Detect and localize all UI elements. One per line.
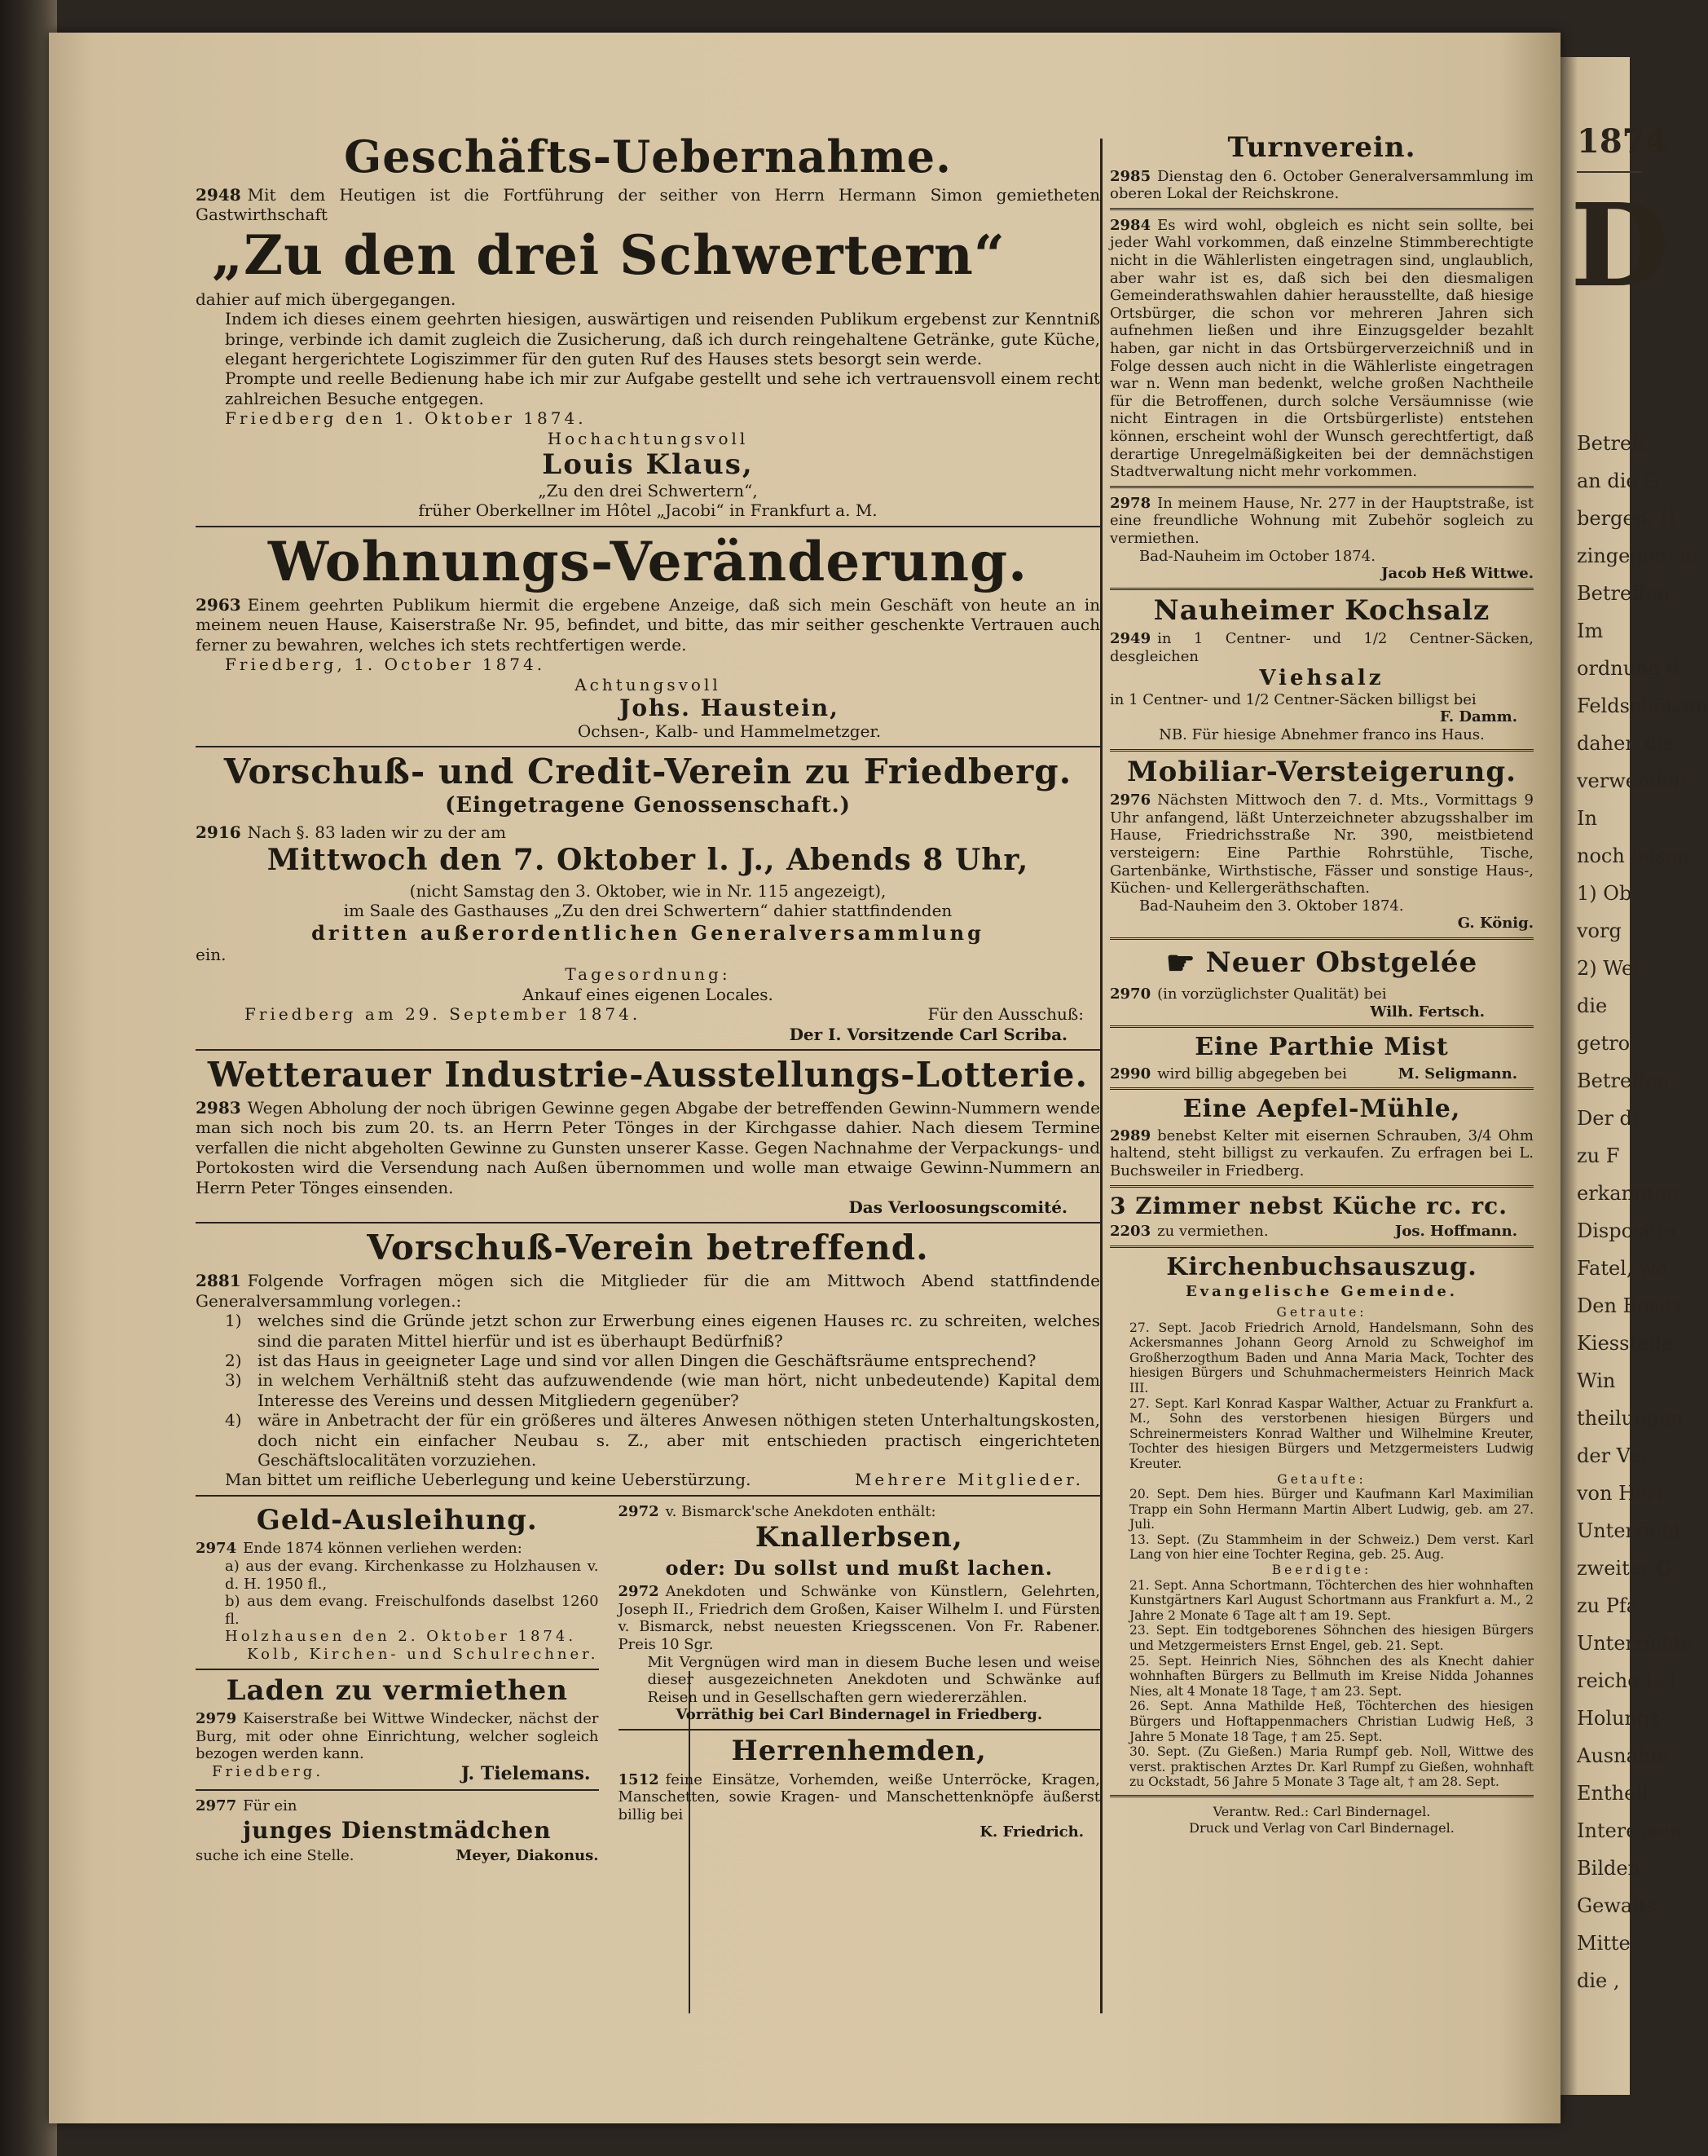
next-page-fragment: erkannten — [1577, 1182, 1679, 1205]
ad-dienstmaedchen: 2977 Für ein junges Dienstmädchen suche ich eine Stelle. Meyer, Diakonus. — [196, 1797, 599, 1865]
list-item: 20. Sept. Dem hies. Bürger und Kaufmann Karl Maximilian Trapp ein Sohn Hermann Martin Albert Ludwig, geb. am 27. Juli. — [1129, 1487, 1534, 1532]
next-page-fragment: Ausnahm — [1577, 1744, 1670, 1767]
column-rule — [1100, 139, 1103, 2013]
ad-knallerbsen: 2972 v. Bismarck'sche Anekdoten enthält: Knallerbsen, oder: Du sollst und mußt lachen. 2972 Anekdoten und Schwänke von Künstlern, Gelehrten, Joseph II., Friedrich dem Großen, Kaiser Wilhelm I. und Fürsten v. Bismarck, nebst neuesten Kriegsscenen. Von Fr. Rabener. Preis 10 Sgr. Mit Vergnügen wird man in diesem Buche lesen und weise dieser ausgezeichneten Anekdoten und Schwänke auf Reisen und in Gesellschaften gern wiedererzählen. Vorräthig bei Carl Bindernagel in Friedberg. — [618, 1502, 1100, 1724]
signer: Meyer, Diakonus. — [456, 1847, 599, 1865]
left-column — [196, 130, 1100, 1865]
ad-wohnungs-veraenderung: Wohnungs-Veränderung. 2963 Einem geehrten Publikum hiermit die ergebene Anzeige, daß sich mein Geschäft von heute an in meinem neuen Hause, Kaiserstraße Nr. 95, befindet, und bitte, das mir seither geschenkte Vertrauen auch ferner zu bewahren, welches ich stets rechtfertigen werde. Friedberg, 1. October 1874. Achtungsvoll Johs. Haustein, Ochsen-, Kalb- und Hammelmetzger. — [196, 529, 1100, 741]
next-page-fragment: 2) Wel — [1577, 957, 1640, 980]
group-title: Getaufte: — [1277, 1471, 1367, 1487]
signer: Jos. Hoffmann. — [1394, 1222, 1517, 1240]
next-page-fragment: zu Pfa — [1577, 1594, 1639, 1617]
ad-laden-zu-vermiethen: Laden zu vermiethen 2979 Kaiserstraße bei Wittwe Windecker, nächst der Burg, mit oder ohne Einrichtung, welcher sogleich bezogen werden kann. Friedberg. J. Tielemans. — [196, 1673, 599, 1785]
list-item: 27. Sept. Jacob Friedrich Arnold, Handelsmann, Sohn des Ackersmannes Johann Georg Arnold zu Schweighof im Großherzogthum Baden und Anna Maria Mack, Tochter des hiesigen Bürgers und Schuhmachermeisters Heinrich Mack III. — [1129, 1320, 1534, 1395]
next-page-fragment: zingegen, m — [1577, 545, 1698, 567]
next-page-fragment: getro — [1577, 1032, 1631, 1055]
next-page-fragment: zweiter G — [1577, 1557, 1673, 1580]
signer: F. Damm. — [1439, 708, 1517, 726]
ad-heading: Knallerbsen, — [755, 1521, 963, 1554]
signer: Mehrere Mitglieder. — [854, 1470, 1084, 1490]
next-page-fragment: vorg — [1577, 919, 1622, 942]
next-page-fragment: Unterricht — [1577, 1519, 1682, 1542]
ad-heading: Neuer Obstgelée — [1205, 946, 1478, 980]
ad-heading: Vorschuß-Verein betreffend. — [367, 1228, 929, 1268]
signer: Der I. Vorsitzende Carl Scriba. — [789, 1024, 1068, 1044]
ad-heading: Nauheimer Kochsalz — [1153, 593, 1490, 627]
ad-obstgelee: ☛ Neuer Obstgelée 2970 (in vorzüglichster Qualität) bei Wilh. Fertsch. — [1110, 946, 1534, 1021]
next-page-fragment: In — [1577, 807, 1597, 830]
next-page-fragment: Feldschützen — [1577, 694, 1708, 717]
next-page-fragment: ordnung d — [1577, 657, 1680, 680]
next-page-fragment: reiche Lei — [1577, 1669, 1676, 1692]
next-page-fragment: der Ver — [1577, 1444, 1650, 1467]
next-page-fragment: Interessen — [1577, 1819, 1682, 1842]
signer: K. Friedrich. — [979, 1823, 1084, 1841]
notice-gemeinderathswahlen: 2984 Es wird wohl, obgleich es nicht sein sollte, bei jeder Wahl vorkommen, daß einzelne Stimmberechtigte nicht in die Wählerlisten eingetragen sind, unglaublich, aber wahr ist es, daß sich bei den diesmaligen Gemeinderathswahlen dahier herausstellte, daß hiesige Ortsbürger, die schon vor mehreren Jahren sich aufnehmen ließen und ihre Einzugsgelder bezahlt haben, gar nicht in das Ortsbürgerverzeichniß und in Folge dessen auch nicht in die Wählerliste eingetragen war n. Wenn man bedenkt, welche großen Nachtheile für die Betroffenen, durch solche Versäumnisse (wie nicht Eintragen in die Ortsbürgerliste) entstehen können, erscheint wohl der Wunsch gerechtfertigt, daß derartige Unregelmäßigkeiten bei der demnächstigen Stadtverwaltung nicht mehr vorkommen. — [1110, 216, 1534, 481]
ad-heading: Eine Parthie Mist — [1195, 1033, 1449, 1062]
signer: J. Tielemans. — [460, 1763, 591, 1785]
kirchenbuchsauszug: Kirchenbuchsauszug. Evangelische Gemeinde. Getraute: 27. Sept. Jacob Friedrich Arnold, Handelsmann, Sohn des Ackersmannes Johann Georg Arnold zu Schweighof im Großherzogthum Baden und Anna Maria Mack, Tochter des hiesigen Bürgers und Schuhmachermeisters Heinrich Mack III. 27. Sept. Karl Konrad Kaspar Walther, Actuar zu Frankfurt a. M., Sohn des verstorbenen hiesigen Bürgers und Schreinermeisters Konrad Walther und Wilhelmine Kreuter, Tochter des hiesigen Bürgers und Metzgermeisters Ludwig Kreuter. Getaufte: 20. Sept. Dem hies. Bürger und Kaufmann Karl Maximilian Trapp ein Sohn Hermann Martin Albert Ludwig, geb. am 27. Juli. 13. Sept. (Zu Stammheim in der Schweiz.) Dem verst. Karl Lang von hier eine Tochter Regina, geb. 25. Aug. Beerdigte: 21. Sept. Anna Schortmann, Töchterchen des hier wohnhaften Kunstgärtners Karl August Schortmann aus Frankfurt a. M., 2 Jahre 2 Monate 6 Tage alt † am 19. Sept. 23. Sept. Ein todtgeborenes Söhnchen des hiesigen Bürgers und Metzgermeisters Ernst Engel, geb. 21. Sept. 25. Sept. Heinrich Nies, Söhnchen des als Knecht dahier wohnhaften Bürgers zu Bellmuth im Kreise Nidda Johannes Nies, alt 4 Monate 18 Tage, † am 23. Sept. 26. Sept. Anna Mathilde Heß, Töchterchen des hiesigen Bürgers und Hoftappenmachers Christian Ludwig Heß, 3 Jahre 5 Monate 18 Tage, † am 25. Sept. 30. Sept. (Zu Gießen.) Maria Rumpf geb. Noll, Wittwe des verst. praktischen Arztes Dr. Karl Rumpf zu Gießen, wohnhaft zu Ockstadt, 56 Jahre 5 Monate 3 Tage alt, † am 28. Sept. — [1110, 1254, 1534, 1790]
next-page-fragment: von Herr — [1577, 1482, 1666, 1505]
next-page-fragment: Holungs- — [1577, 1707, 1666, 1730]
ad-vorschuss-verein-betreffend: Vorschuß-Verein betreffend. 2881 Folgende Vorfragen mögen sich die Mitglieder für die am Mittwoch Abend stattfindende Generalversammlung vorlegen.: 1) welches sind die Gründe jetzt schon zur Erwerbung eines eigenen Hauses rc. zu schreiten, welches sind die paraten Mittel hierfür und ist es überhaupt Bedürfniß? 2) ist das Haus in geeigneter Lage und sind vor allen Dingen die Geschäftsräume entsprechend? 3) in welchem Verhältniß steht das aufzuwendende (wie man hört, nicht unbedeutende) Kapital dem Interesse des Vereins und dessen Mitgliedern gegenüber? 4) wäre in Anbetracht der für ein größeres und älteres Anwesen nöthigen steten Unterhaltungskosten, doch nicht ein einfacher Neubau s. Z., aber mit entschieden practisch eingerichteten Geschäftslocalitäten vorzuziehen. Man bittet um reifliche Ueberlegung und keine Ueberstürzung. Mehrere Mitglieder. — [196, 1228, 1100, 1490]
ad-parthie-mist: Eine Parthie Mist 2990 wird billig abgegeben bei M. Seligmann. — [1110, 1034, 1534, 1082]
ad-heading: Vorschuß- und Credit-Verein zu Friedberg. — [223, 752, 1072, 792]
list-item: 23. Sept. Ein todtgeborenes Söhnchen des hiesigen Bürgers und Metzgermeisters Ernst Engel, geb. 21. Sept. — [1129, 1623, 1534, 1654]
next-page-fragment: 1) Ob — [1577, 882, 1632, 905]
next-page-fragment: Der di — [1577, 1107, 1639, 1130]
next-page-fragment: Betreffen — [1577, 582, 1670, 605]
next-page-fragment: Bilden — [1577, 1857, 1641, 1880]
signer: M. Seligmann. — [1398, 1065, 1517, 1082]
ad-heading: Wetterauer Industrie-Ausstellungs-Lotterie. — [207, 1054, 1089, 1095]
list-item: 26. Sept. Anna Mathilde Heß, Töchterchen des hiesigen Bürgers und Hoftappenmachers Christian Ludwig Heß, 3 Jahre 5 Monate 18 Tage, † am 25. Sept. — [1129, 1699, 1534, 1744]
next-page-fragment: theilungen — [1577, 1407, 1684, 1430]
list-item: 13. Sept. (Zu Stammheim in der Schweiz.) Dem verst. Karl Lang von hier eine Tochter Regina, geb. 25. Aug. — [1129, 1532, 1534, 1563]
ad-herrenhemden: Herrenhemden, 1512 feine Einsätze, Vorhemden, weiße Unterröcke, Kragen, Manschetten, sowie Kragen- und Manschettenknöpfe äußerst billig bei K. Friedrich. — [618, 1734, 1100, 1841]
signer: G. König. — [1457, 915, 1534, 933]
next-page-fragment: an die G — [1577, 470, 1660, 492]
list-item: 4) wäre in Anbetracht der für ein größeres und älteres Anwesen nöthigen steten Unterhaltungskosten, doch nicht ein einfacher Neubau s. Z., aber mit entschieden practisch eingerichteten Geschäftslocalitäten vorzuziehen. — [225, 1410, 1100, 1470]
next-page-fragment: die — [1577, 994, 1608, 1017]
list-item: 27. Sept. Karl Konrad Kaspar Walther, Actuar zu Frankfurt a. M., Sohn des verstorbenen hiesigen Bürgers und Schreinermeisters Konrad Walther und Wilhelmine Kreuter, Tochter des hiesigen Bürgers und Metzgermeisters Ludwig Kreuter. — [1129, 1395, 1534, 1471]
ad-vorschuss-credit-verein: Vorschuß- und Credit-Verein zu Friedberg. (Eingetragene Genossenschaft.) 2916 Nach §. 83 laden wir zu der am Mittwoch den 7. Oktober l. J., Abends 8 Uhr, (nicht Samstag den 3. Oktober, wie in Nr. 115 angezeigt), im Saale des Gasthauses „Zu den drei Schwertern“ dahier stattfindenden dritten außerordentlichen Generalversammlung ein. Tagesordnung: Ankauf eines eigenen Locales. Friedberg am 29. September 1874. Für den Ausschuß: Der I. Vorsitzende Carl Scriba. — [196, 754, 1100, 1044]
ad-heading: 3 Zimmer nebst Küche rc. rc. — [1110, 1192, 1508, 1219]
ad-heading: Wohnungs-Veränderung. — [267, 529, 1028, 593]
next-page-fragment: Entheil — [1577, 1782, 1649, 1805]
imprint: Verantw. Red.: Carl Bindernagel. Druck und Verlag von Carl Bindernagel. — [1189, 1803, 1455, 1836]
next-page-fragment: die , — [1577, 1969, 1620, 1992]
ad-heading: Eine Aepfel-Mühle, — [1182, 1095, 1461, 1124]
next-page-fragment: Mitte — [1577, 1932, 1631, 1955]
ad-heading: Kirchenbuchsauszug. — [1166, 1252, 1477, 1281]
next-page-fragment: Unterrichts — [1577, 1632, 1693, 1655]
next-page-fragment: Dispositio — [1577, 1219, 1675, 1242]
group-title: Getraute: — [1276, 1304, 1367, 1320]
next-page-fragment: Betreffen — [1577, 1069, 1670, 1092]
place-date: Friedberg den 1. Oktober 1874. — [225, 408, 587, 429]
ad-subheading: „Zu den drei Schwertern“ — [212, 223, 1006, 288]
ad-heading: Geschäfts-Uebernahme. — [344, 130, 952, 183]
adjacent-page-edge — [1561, 57, 1708, 2095]
list-item: 1) welches sind die Gründe jetzt schon zur Erwerbung eines eigenen Hauses rc. zu schreiten, welches sind die paraten Mittel hierfür und ist es überhaupt Bedürfniß? — [225, 1311, 1100, 1351]
next-page-fragment: noch beson — [1577, 844, 1690, 867]
ad-heading: Laden zu vermiethen — [226, 1673, 568, 1707]
next-page-initial: D — [1570, 179, 1670, 313]
signer: Johs. Haustein, — [619, 694, 839, 721]
signer: Wilh. Fertsch. — [1370, 1003, 1485, 1021]
bottom-subcolumns — [196, 1503, 1100, 1865]
next-page-fragment: zu F — [1577, 1144, 1620, 1167]
ad-industrie-ausstellungs-lotterie: Wetterauer Industrie-Ausstellungs-Lotterie. 2983 Wegen Abholung der noch übrigen Gewinne gegen Abgabe der betreffenden Gewinn-Nummern wende man sich noch bis zum 20. ts. an Herrn Peter Tönges in der Kirchgasse dahier. Nach diesem Termine verfallen die nicht abgeholten Gewinne zu Gunsten unserer Kasse. Gegen Nachnahme der Verpackungs- und Portokosten wird die Versendung nach Außen übernommen und wolle man etwaige Gewinn-Nummern an Herrn Peter Tönges einsenden. Das Verloosungscomité. — [196, 1054, 1100, 1217]
next-page-fragment: Den Besitz — [1577, 1294, 1684, 1317]
meeting-date: Mittwoch den 7. Oktober l. J., Abends 8 Uhr, — [266, 843, 1029, 878]
signer: Jacob Heß Wittwe. — [1381, 565, 1534, 583]
next-page-fragment: Betreff — [1577, 432, 1646, 455]
pointing-hand-icon: ☛ — [1165, 944, 1196, 983]
ad-number: 2948 — [196, 184, 241, 205]
ad-heading: Mobiliar-Versteigerung. — [1127, 755, 1517, 788]
ad-heading: junges Dienstmädchen — [243, 1817, 552, 1845]
signer: Das Verloosungscomité. — [848, 1197, 1068, 1217]
right-column — [1110, 130, 1534, 1836]
ad-heading: Geld-Ausleihung. — [256, 1503, 538, 1537]
ad-turnverein: Turnverein. 2985 Dienstag den 6. October Generalversammlung im oberen Lokal der Reichskrone. — [1110, 131, 1534, 203]
next-page-fragment: bergen, H — [1577, 507, 1677, 530]
group-title: Beerdigte: — [1271, 1563, 1372, 1578]
list-item: 21. Sept. Anna Schortmann, Töchterchen des hier wohnhaften Kunstgärtners Karl August Schortmann aus Frankfurt a. M., 2 Jahre 2 Monate 6 Tage alt † am 19. Sept. — [1129, 1577, 1534, 1623]
ad-3-zimmer: 3 Zimmer nebst Küche rc. rc. 2203 zu vermiethen. Jos. Hoffmann. — [1110, 1194, 1534, 1241]
ad-geschaefts-uebernahme: Geschäfts-Uebernahme. 2948 Mit dem Heutigen ist die Fortführung der seither von Herrn Hermann Simon gemietheten Gastwirthschaft „Zu den drei Schwertern“ dahier auf mich übergegangen. Indem ich dieses einem geehrten hiesigen, auswärtigen und reisenden Publikum ergebenst zur Kenntniß bringe, verbinde ich damit zugleich die Zusicherung, daß ich durch reingehaltene Getränke, gute Küche, elegant hergerichtete Logiszimmer für den guten Ruf des Hauses stets besorgt sein werde. Prompte und reelle Bedienung habe ich mir zur Aufgabe gestellt und sehe ich vertrauensvoll einem recht zahlreichen Besuche entgegen. Friedberg den 1. Oktober 1874. Hochachtungsvoll Louis Klaus, „Zu den drei Schwertern“, früher Oberkellner im Hôtel „Jacobi“ in Frankfurt a. M. — [196, 130, 1100, 521]
next-page-fragment: Gewalts — [1577, 1894, 1657, 1917]
next-page-fragment: verwenden — [1577, 769, 1687, 792]
list-item: 3) in welchem Verhältniß steht das aufzuwendende (wie man hört, nicht unbedeutende) Kapital dem Interesse des Vereins und dessen Mitgliedern gegenüber? — [225, 1370, 1100, 1410]
list-item: 30. Sept. (Zu Gießen.) Maria Rumpf geb. Noll, Wittwe des verst. praktischen Arztes Dr. Karl Rumpf zu Gießen, wohnhaft zu Ockstadt, 56 Jahre 5 Monate 3 Tage alt, † am 28. Sept. — [1129, 1744, 1534, 1790]
ad-geld-ausleihung: Geld-Ausleihung. 2974 Ende 1874 können verliehen werden: a) aus der evang. Kirchenkasse zu Holzhausen v. d. H. 1950 fl., b) aus dem evang. Freischulfonds daselbst 1260 fl. Holzhausen den 2. Oktober 1874. Kolb, Kirchen- und Schulrechner. — [196, 1503, 599, 1663]
ad-aepfel-muehle: Eine Aepfel-Mühle, 2989 benebst Kelter mit eisernen Schrauben, 3/4 Ohm haltend, steht billigst zu verkaufen. Zu erfragen bei L. Buchsweiler in Friedberg. — [1110, 1095, 1534, 1179]
ad-heading: Herrenhemden, — [731, 1734, 987, 1767]
next-page-fragment: Win — [1577, 1369, 1616, 1392]
signer: Kolb, Kirchen- und Schulrechner. — [247, 1645, 599, 1663]
signer: Louis Klaus, — [542, 448, 754, 481]
next-page-fragment: Kiessteile — [1577, 1332, 1673, 1355]
list-item: 25. Sept. Heinrich Nies, Söhnchen des als Knecht dahier wohnhaften Bürgers zu Bellmuth im Kreise Nidda Johannes Nies, alt 4 Monate 18 Tage, † am 23. Sept. — [1129, 1653, 1534, 1699]
greeting: Hochachtungsvoll — [547, 428, 749, 448]
list-item: 2) ist das Haus in geeigneter Lage und sind vor allen Dingen die Geschäftsräume entsprechend? — [225, 1350, 1037, 1370]
next-page-year: 1874 — [1577, 122, 1668, 161]
ad-heading: Turnverein. — [1227, 131, 1416, 164]
ad-mobiliar-versteigerung: Mobiliar-Versteigerung. 2976 Nächsten Mittwoch den 7. d. Mts., Vormittags 9 Uhr anfangend, läßt Unterzeichneter abzugsshalber im Hause, Friedrichsstraße Nr. 390, meistbietend versteigern: Eine Parthie Rohrstühle, Tische, Gartenbänke, Wirthstische, Fässer und sonstige Haus-, Küchen- und Kellergeräthschaften. Bad-Nauheim den 3. Oktober 1874. G. König. — [1110, 755, 1534, 933]
ad-wohnung-bad-nauheim: 2978 In meinem Hause, Nr. 277 in der Hauptstraße, ist eine freundliche Wohnung mit Zubehör sogleich zu vermiethen. Bad-Nauheim im October 1874. Jacob Heß Wittwe. — [1110, 494, 1534, 583]
next-page-fragment: Im — [1577, 619, 1604, 642]
ad-nauheimer-kochsalz: Nauheimer Kochsalz 2949 in 1 Centner- und 1/2 Centner-Säcken, desgleichen Viehsalz in 1 Centner- und 1/2 Centner-Säcken billigst bei F. Damm. NB. Für hiesige Abnehmer franco ins Haus. — [1110, 593, 1534, 743]
next-page-fragment: Fatel, we — [1577, 1257, 1667, 1280]
next-page-fragment: daher, die — [1577, 732, 1675, 755]
